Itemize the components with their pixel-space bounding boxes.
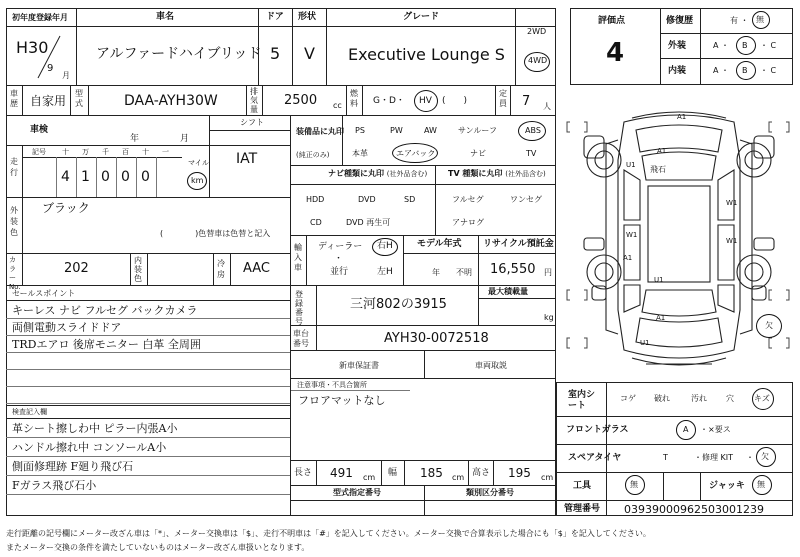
tools-label: 工具 xyxy=(573,481,592,491)
exterior-a-text: A xyxy=(713,41,719,50)
equipment-item: ABS xyxy=(525,126,541,135)
rule xyxy=(424,485,425,516)
rule xyxy=(6,145,290,146)
rule xyxy=(556,500,793,501)
inspector-note: 側面修理跡 F廻り飛び石 xyxy=(12,460,134,473)
nav-type-text: ナビ種類に丸印 xyxy=(328,169,384,178)
nav-type-label xyxy=(328,170,427,178)
sales-point: 両側電動スライドドア xyxy=(12,321,122,334)
rating-label: 評価点 xyxy=(598,16,626,26)
color-change-text: 色替車は色替と記入 xyxy=(198,229,271,238)
car-name-label: 車名 xyxy=(156,12,175,22)
mgmt-no-value: 0393900096250300123​9 xyxy=(624,503,764,516)
mileage-digit-header: 百 xyxy=(122,148,129,156)
length-value: 491 xyxy=(330,466,353,480)
spare-label: スペアタイヤ xyxy=(568,453,622,463)
recycle-label: リサイクル預託金 xyxy=(483,239,554,249)
rule xyxy=(130,253,131,285)
recycle-value: 16,550 xyxy=(490,262,536,277)
tv-item: フルセグ xyxy=(452,195,484,204)
rule xyxy=(424,350,425,378)
mgmt-no-label: 管理番号 xyxy=(564,504,601,514)
inspector-label: 検査記入欄 xyxy=(12,408,47,416)
rule xyxy=(6,475,290,476)
grade-value: Executive Lounge S xyxy=(348,45,505,64)
inspector-note: Fガラス飛び石小 xyxy=(12,479,97,492)
width-unit: cm xyxy=(452,473,465,482)
footer-line-2: またメーター交換の条件を満たしていないものはメーター改ざん車扱いとなります。 xyxy=(6,543,310,552)
rule xyxy=(22,197,23,253)
rule xyxy=(660,58,793,59)
rule xyxy=(290,184,556,185)
tv-item: アナログ xyxy=(452,218,484,227)
import-label xyxy=(294,243,304,273)
rule xyxy=(290,165,556,166)
car-diagram xyxy=(562,100,796,380)
nav-item: SD xyxy=(404,195,416,204)
mileage-digit: 0 xyxy=(101,169,110,185)
int-color-text: 内装色 xyxy=(134,256,142,283)
color-no-text: カラーNo. xyxy=(9,256,21,291)
windshield-label: フロントガラス xyxy=(566,425,629,435)
interior-a-text: A xyxy=(713,66,719,75)
first-reg-month: 9 xyxy=(47,63,54,74)
chassis-no-value: AYH30-0072518 xyxy=(384,331,489,346)
model-year-unit: 年 xyxy=(432,268,440,277)
reg-no-label xyxy=(295,290,305,326)
mark-label: 記号 xyxy=(32,148,46,156)
rule xyxy=(262,85,263,115)
import-text: 輸入車 xyxy=(294,243,302,272)
first-reg-era: H30 xyxy=(16,38,49,57)
km-label: km xyxy=(191,176,204,185)
max-load-label: 最大積載量 xyxy=(488,287,528,296)
rule xyxy=(6,494,290,495)
tools-none: 無 xyxy=(630,480,638,489)
equipment-sub: (純正のみ) xyxy=(296,151,330,159)
nav-item: DVD xyxy=(358,195,376,204)
persons-unit: 人 xyxy=(543,102,551,111)
rule xyxy=(290,485,556,486)
windshield-x: ・×要ス xyxy=(700,425,731,434)
fuel-hv: HV xyxy=(419,96,432,106)
rule xyxy=(478,235,479,285)
rule xyxy=(663,472,664,500)
shift-value: IAT xyxy=(236,151,258,167)
reg-no-text: 登録番号 xyxy=(295,290,303,326)
aircon-label xyxy=(217,258,227,280)
equipment-item: 本革 xyxy=(352,149,368,158)
rule xyxy=(700,472,701,500)
car-name-value: アルファードハイブリッド xyxy=(96,46,262,62)
chassis-no-text: 車台番号 xyxy=(293,329,309,348)
rule xyxy=(56,157,57,197)
model-text: 型式 xyxy=(75,89,83,108)
exterior-c-text: C xyxy=(770,41,777,50)
grade-label: グレード xyxy=(403,12,440,22)
diagram-u1-bottom2: U1 xyxy=(640,339,650,347)
mileage-digit: 0 xyxy=(121,169,130,185)
inspection-month: 月 xyxy=(180,134,190,144)
drive-4wd-label: 4WD xyxy=(528,56,548,65)
rule xyxy=(556,444,793,445)
rule xyxy=(316,460,317,485)
rule xyxy=(22,157,182,158)
month-unit: 月 xyxy=(62,71,70,80)
model-label xyxy=(75,89,85,109)
rule xyxy=(6,418,290,419)
rule xyxy=(326,8,327,85)
doors-value: 5 xyxy=(270,44,281,63)
diagram-a1-bottom: A1 xyxy=(656,314,666,322)
shape-label: 形状 xyxy=(298,12,317,22)
nav-type-sub: (社外品含む) xyxy=(386,170,428,178)
chassis-no-label xyxy=(293,329,313,349)
windshield-a: A xyxy=(683,425,689,434)
rule xyxy=(515,8,516,85)
dealer-label: ディーラー xyxy=(318,242,363,252)
seat-option: 穴 xyxy=(726,394,734,403)
rule xyxy=(290,460,556,461)
inspector-note: 革シート擦しわ中 ピラー内張A小 xyxy=(12,422,178,435)
displacement-value: 2500 xyxy=(284,93,318,108)
abs-circle xyxy=(518,121,546,141)
rule xyxy=(22,253,23,285)
equipment-item: PW xyxy=(390,126,403,135)
ext-color-value: ブラック xyxy=(42,201,90,215)
seat-text: 室内シート xyxy=(568,390,596,411)
parallel-label: 並行 xyxy=(330,267,349,277)
equipment-label: 装備品に丸印 xyxy=(296,127,344,136)
model-value: DAA-AYH30W xyxy=(124,93,218,109)
warranty-label: 新車保証書 xyxy=(339,361,379,370)
aircon-text: 冷房 xyxy=(217,259,225,279)
type-designation-label: 型式指定番号 xyxy=(333,488,381,497)
rule xyxy=(342,115,343,165)
ext-color-text: 外装色 xyxy=(10,206,18,237)
rule xyxy=(6,115,556,116)
height-label: 高さ xyxy=(472,468,491,478)
exterior-b: B xyxy=(742,41,748,50)
diagram-u1-left: U1 xyxy=(626,161,636,169)
diagram-w1-right2: W1 xyxy=(726,237,738,245)
rule xyxy=(290,285,291,516)
rule xyxy=(230,253,231,285)
mileage-digit-header: 万 xyxy=(82,148,89,156)
exterior-a: A ・ xyxy=(713,41,730,50)
rule xyxy=(6,405,290,406)
rule xyxy=(495,85,496,115)
exterior-c: ・ C xyxy=(760,41,777,50)
sales-point: TRDエアロ 後席モニター 白革 全周囲 xyxy=(12,338,201,351)
rule xyxy=(493,460,494,485)
displacement-text: 排気量 xyxy=(250,87,258,114)
mile-label: マイル xyxy=(188,159,209,167)
rule xyxy=(510,85,511,115)
fuel-options: G・D・ xyxy=(373,96,405,106)
spare-none: 欠 xyxy=(761,452,769,461)
rule xyxy=(404,460,405,485)
first-reg-label: 初年度登録年月 xyxy=(12,13,68,22)
rule xyxy=(209,115,210,197)
rule xyxy=(606,382,607,516)
cc-unit: cc xyxy=(333,101,342,110)
rule xyxy=(660,8,661,85)
tv-type-sub: (社外品含む) xyxy=(505,170,546,178)
tv-item: ワンセグ xyxy=(510,195,542,204)
rule xyxy=(6,300,290,301)
rule xyxy=(362,85,363,115)
rule xyxy=(22,85,23,115)
repair-no: 無 xyxy=(756,15,764,24)
shift-label: シフト xyxy=(240,118,264,127)
rule xyxy=(209,130,290,131)
int-color-label xyxy=(134,256,144,283)
height-unit: cm xyxy=(541,473,554,482)
rule xyxy=(6,335,290,336)
equipment-item: TV xyxy=(526,149,537,158)
category-label xyxy=(10,89,20,109)
rule xyxy=(468,460,469,485)
inspection-year: 年 xyxy=(130,134,140,144)
rule xyxy=(290,378,556,379)
model-year-label: モデル年式 xyxy=(417,239,462,249)
right-h-label: 右H xyxy=(377,241,393,251)
rule xyxy=(136,157,137,197)
mileage-digit: 0 xyxy=(141,169,150,185)
rule xyxy=(70,85,71,115)
diagram-hand-note: 飛石 xyxy=(650,165,666,174)
rule xyxy=(478,285,479,325)
rule xyxy=(76,8,77,85)
kg-unit: kg xyxy=(544,313,554,322)
rule xyxy=(381,460,382,485)
rule xyxy=(6,26,556,27)
rule xyxy=(96,157,97,197)
spare-kit: ・修理 KIT xyxy=(694,453,734,462)
seat-label xyxy=(568,390,598,412)
left-h-label: 左H xyxy=(377,267,393,277)
rule xyxy=(290,350,556,351)
diagram-a1-mid: A1 xyxy=(657,147,667,155)
equipment-item: ナビ xyxy=(470,149,486,158)
capacity-label xyxy=(499,89,509,109)
rule xyxy=(6,352,290,353)
footer-line-1: 走行距離の記号欄にメーター改ざん車は「*」、メーター交換車は「$」、走行不明車は「#」を記入してください。メーター交換で合算表示した場合にも「$」を記入してください。 xyxy=(6,529,651,538)
yen-unit: 円 xyxy=(544,268,552,277)
mileage-digit-header: 十 xyxy=(142,148,149,156)
seat-option: 破れ xyxy=(654,394,670,403)
rule xyxy=(147,253,148,285)
rule xyxy=(88,85,89,115)
rule xyxy=(403,253,556,254)
nav-item: CD xyxy=(310,218,322,227)
nav-item: DVD 再生可 xyxy=(346,218,391,227)
repair-yes-text: 有 xyxy=(730,16,738,25)
interior-label: 内装 xyxy=(668,66,687,76)
jack-none: 無 xyxy=(757,480,765,489)
tv-type-label xyxy=(448,170,546,178)
rule xyxy=(6,318,290,319)
mileage-digit-header: 十 xyxy=(62,148,69,156)
airbag-circle xyxy=(392,143,438,163)
mileage-digit: 4 xyxy=(61,169,70,185)
notes-value: フロアマットなし xyxy=(298,394,386,407)
rule xyxy=(6,253,290,254)
rule xyxy=(346,85,347,115)
rule xyxy=(435,165,436,235)
class-number-label: 類別区分番号 xyxy=(466,488,514,497)
rule xyxy=(556,416,793,417)
mileage-digit: 1 xyxy=(81,169,90,185)
equipment-item: AW xyxy=(424,126,437,135)
category-text: 車歴 xyxy=(10,89,18,108)
rule xyxy=(156,157,157,197)
diagram-a1-top: A1 xyxy=(677,113,687,121)
rule xyxy=(290,115,291,285)
model-year-unknown: 不明 xyxy=(456,268,472,277)
seat-option: コゲ xyxy=(620,394,636,403)
rule xyxy=(478,298,556,299)
length-unit: cm xyxy=(363,473,376,482)
door-label: ドア xyxy=(266,12,284,22)
sales-points-label: セールスポイント xyxy=(12,289,76,298)
ext-color-label xyxy=(10,205,20,238)
interior-b: B xyxy=(742,66,748,75)
rule xyxy=(290,325,556,326)
rule xyxy=(290,390,410,391)
diagram-w1-right: W1 xyxy=(726,199,738,207)
reg-no-value: 三河802の3915 xyxy=(350,297,447,312)
rule xyxy=(6,437,290,438)
height-value: 195 xyxy=(508,466,531,480)
rule xyxy=(6,285,556,286)
nav-item: HDD xyxy=(306,195,325,204)
rule xyxy=(213,253,214,285)
displacement-label xyxy=(250,87,260,114)
diagram-a1-left: A1 xyxy=(623,254,633,262)
sales-point: キーレス ナビ フルセグ バックカメラ xyxy=(12,304,198,317)
width-label: 幅 xyxy=(388,468,398,478)
jack-label: ジャッキ xyxy=(709,481,745,491)
spare-t: T xyxy=(663,453,668,462)
equipment-item: エアバック xyxy=(396,149,436,158)
color-no-label xyxy=(9,256,21,292)
rule xyxy=(6,386,290,387)
rule xyxy=(246,85,247,115)
fuel-text: 燃料 xyxy=(350,89,358,108)
seat-kizu: キズ xyxy=(754,394,770,403)
capacity-text: 定員 xyxy=(499,89,507,108)
diagram-u1-bottom: U1 xyxy=(654,276,664,284)
diagram-absent: 欠 xyxy=(765,321,773,330)
fuel-label xyxy=(350,89,360,109)
interior-c-text: C xyxy=(770,66,777,75)
repair-history-label: 修復歴 xyxy=(666,16,694,26)
equipment-item: サンルーフ xyxy=(458,126,497,135)
usage-value: 自家用 xyxy=(30,94,67,108)
rule xyxy=(6,456,290,457)
rule xyxy=(116,157,117,197)
color-no-value: 202 xyxy=(64,261,89,276)
rule xyxy=(660,33,793,34)
rule xyxy=(6,197,290,198)
drive-2wd-label: 2WD xyxy=(527,27,547,36)
notes-label: 注意事項・不具合箇所 xyxy=(297,381,367,389)
mileage-digit-header: 千 xyxy=(102,148,109,156)
seat-option: 汚れ xyxy=(691,394,707,403)
shape-value: V xyxy=(304,44,315,63)
rule xyxy=(6,403,290,404)
repair-yes: 有 ・ xyxy=(730,16,749,25)
spare-dot: ・ xyxy=(746,453,754,462)
inspection-label: 車検 xyxy=(30,125,49,135)
capacity-value: 7 xyxy=(522,94,531,109)
rule xyxy=(556,472,793,473)
rule xyxy=(700,8,701,85)
rule xyxy=(76,157,77,197)
exterior-label: 外装 xyxy=(668,41,687,51)
mileage-digit-header: 一 xyxy=(162,148,169,156)
manual-label: 車両取説 xyxy=(475,361,507,370)
tv-type-text: TV 種類に丸印 xyxy=(448,169,503,178)
rule xyxy=(292,8,293,85)
rule xyxy=(22,145,23,197)
rule xyxy=(306,235,307,285)
diagram-w1-left: W1 xyxy=(626,231,638,239)
rule xyxy=(403,235,404,285)
rule xyxy=(290,500,556,501)
inspector-note: ハンドル擦れ中 コンソールA小 xyxy=(12,441,167,454)
aircon-value: AAC xyxy=(243,261,270,276)
mileage-label xyxy=(10,156,20,178)
interior-c: ・ C xyxy=(760,66,777,75)
equipment-item: PS xyxy=(355,126,365,135)
rule xyxy=(6,369,290,370)
dealer-dot: ・ xyxy=(334,254,344,264)
rating-value: 4 xyxy=(606,38,625,68)
fuel-paren: ( ) xyxy=(442,96,468,106)
color-change-note: ( )色替車は色替と記入 xyxy=(160,229,271,238)
length-label: 長さ xyxy=(294,468,313,478)
width-value: 185 xyxy=(420,466,443,480)
rule xyxy=(316,285,317,350)
rule xyxy=(290,235,556,236)
mileage-text: 走行 xyxy=(10,157,18,177)
interior-a: A ・ xyxy=(713,66,730,75)
